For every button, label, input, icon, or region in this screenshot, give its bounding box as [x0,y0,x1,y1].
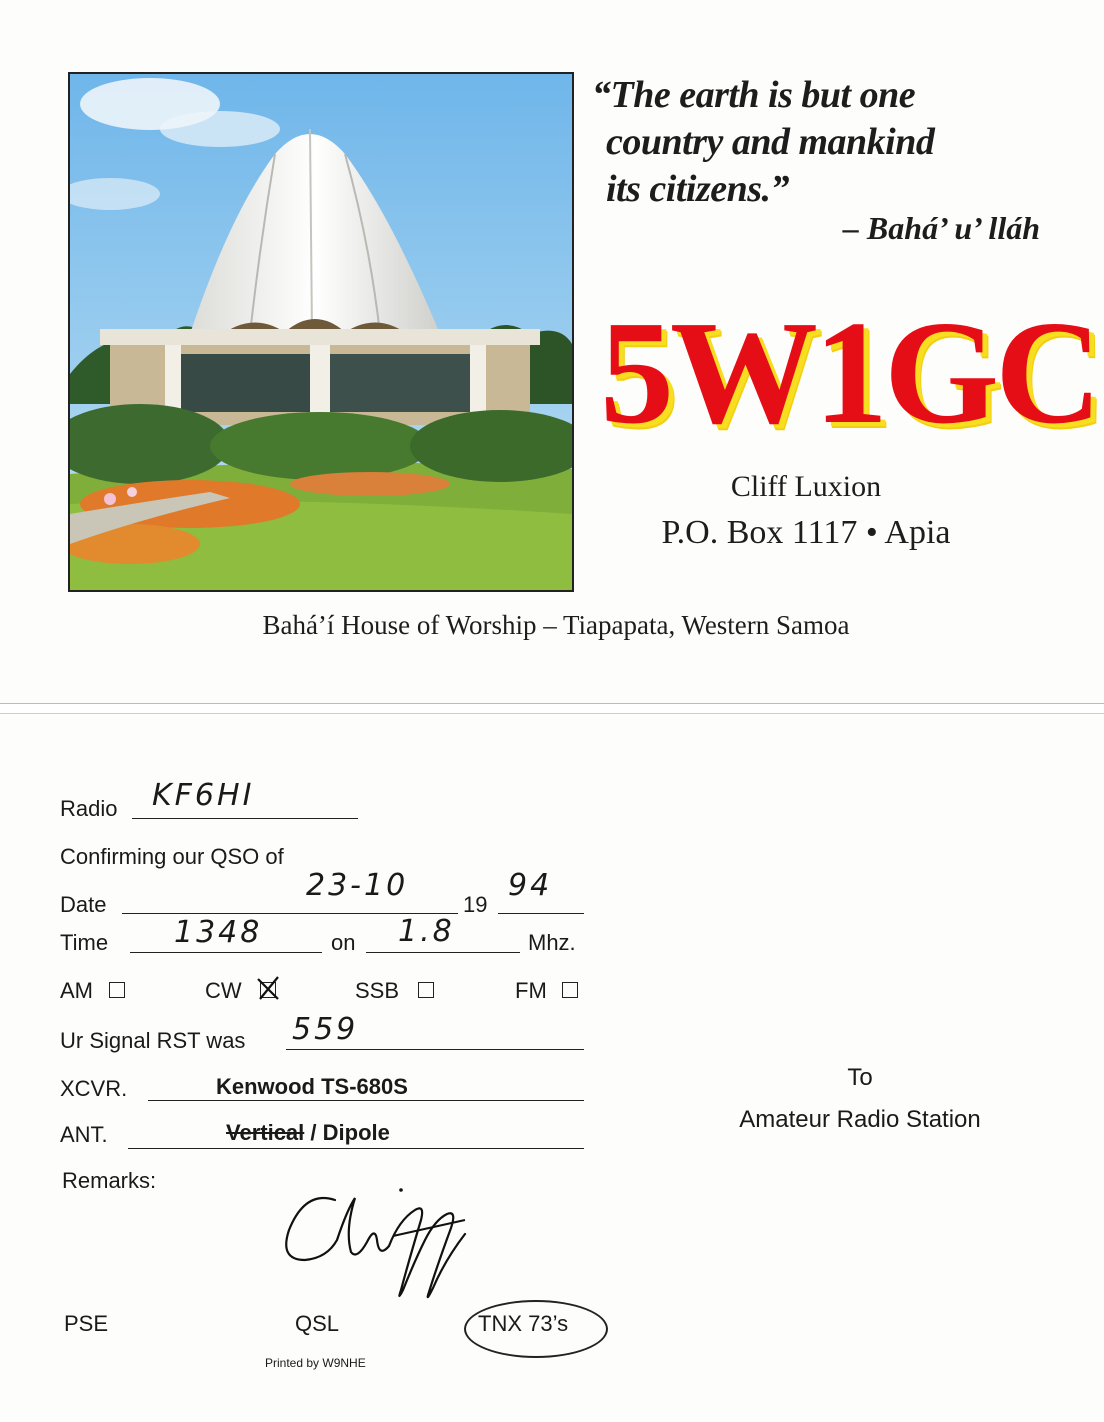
mode-fm-label: FM [515,978,547,1003]
mhz-label: Mhz. [528,930,576,955]
temple-photo [68,72,574,592]
mode-fm-checkbox[interactable] [562,982,578,998]
quote-line: country and mankind [606,121,935,163]
antenna-value [226,1120,390,1146]
xcvr-line [148,1100,584,1101]
mode-cw-label: CW [205,978,242,1003]
printed-by: Printed by W9NHE [265,1356,366,1370]
qsl-label: QSL [295,1311,340,1336]
rst-value: 559 [292,1012,359,1047]
year-line [498,913,584,914]
qsl-card-front [0,0,1104,704]
check-mark-icon [256,975,282,1001]
to-station: Amateur Radio Station [739,1106,981,1133]
photo-caption: Bahá’í House of Worship – Tiapapata, Western Samoa [262,610,850,640]
mode-ssb-label: SSB [355,978,400,1003]
tnx-label: TNX 73’s [478,1311,569,1336]
mode-am-checkbox[interactable] [109,982,125,998]
antenna-separator: / [304,1120,323,1145]
quote-attribution: – Bahá’ u’ lláh [842,210,1040,246]
antenna-label: ANT. [60,1122,108,1147]
antenna-line [128,1148,584,1149]
xcvr-label: XCVR. [60,1076,128,1101]
time-label: Time [60,930,109,955]
radio-callsign-value: KF6HI [152,778,255,813]
date-label: Date [60,892,107,917]
radio-label: Radio [60,796,118,821]
mode-ssb-checkbox[interactable] [418,982,434,998]
antenna-selected-value: Dipole [322,1120,390,1145]
century-label: 19 [463,892,488,917]
antenna-struck-value: Vertical [226,1120,305,1145]
mode-cw-checkbox[interactable] [260,982,276,998]
operator-address: P.O. Box 1117 • Apia [661,514,951,551]
time-value: 1348 [174,915,263,950]
on-label: on [331,930,356,955]
frequency-line [366,952,520,953]
signature [275,1180,485,1310]
rst-label: Ur Signal RST was [60,1028,246,1053]
time-line [130,952,322,953]
pse-label: PSE [64,1311,109,1336]
remarks-label: Remarks: [62,1168,157,1193]
to-label: To [847,1064,873,1091]
quote [592,72,1062,213]
radio-line [132,818,358,819]
year-value: 94 [508,868,553,903]
frequency-value: 1.8 [398,914,455,949]
operator-name: Cliff Luxion [730,470,882,503]
callsign: 5W1GC [600,291,1098,455]
mode-am-label: AM [60,978,93,1003]
confirming-label: Confirming our QSO of [60,844,284,869]
rst-line [286,1049,584,1050]
xcvr-value: Kenwood TS-680S [216,1074,408,1099]
date-value: 23-10 [306,868,409,903]
quote-line: its citizens.” [606,168,790,210]
quote-line: “The earth is but one [592,74,916,116]
